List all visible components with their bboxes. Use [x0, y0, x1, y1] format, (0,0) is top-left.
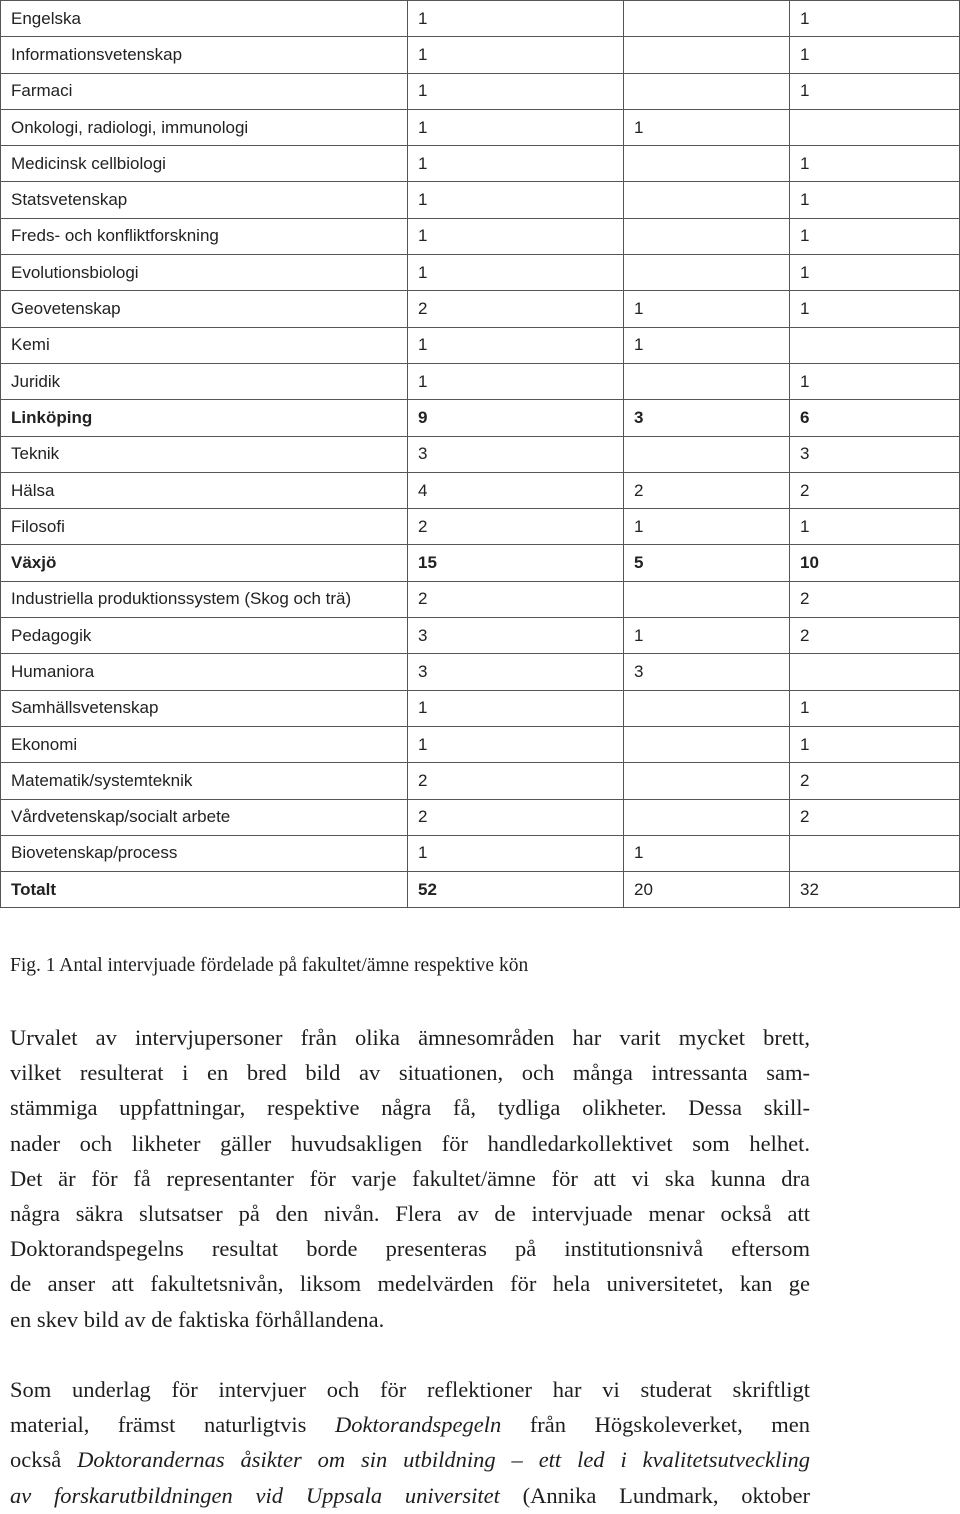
total-cell: 15: [408, 545, 624, 581]
column-2-cell: [624, 726, 790, 762]
row-label-cell: Matematik/systemteknik: [1, 763, 408, 799]
row-label-cell: Växjö: [1, 545, 408, 581]
column-3-cell: 6: [790, 400, 960, 436]
total-cell: 3: [408, 618, 624, 654]
total-cell: 1: [408, 363, 624, 399]
table-row: [1, 291, 960, 327]
table-row: [1, 363, 960, 399]
total-cell: 1: [408, 690, 624, 726]
total-cell: 1: [408, 182, 624, 218]
row-label-cell: Teknik: [1, 436, 408, 472]
total-cell: 1: [408, 218, 624, 254]
table-row: [1, 436, 960, 472]
table-row: [1, 182, 960, 218]
table-row: [1, 255, 960, 291]
column-3-cell: [790, 835, 960, 871]
column-3-cell: 1: [790, 73, 960, 109]
row-label-cell: Industriella produktionssystem (Skog och trä): [1, 581, 408, 617]
table-row: [1, 109, 960, 145]
column-2-cell: [624, 146, 790, 182]
column-2-cell: 1: [624, 109, 790, 145]
row-label-cell: Filosofi: [1, 509, 408, 545]
row-label-cell: Pedagogik: [1, 618, 408, 654]
total-cell: 1: [408, 146, 624, 182]
row-label-cell: Farmaci: [1, 73, 408, 109]
column-3-cell: 1: [790, 37, 960, 73]
column-3-cell: 10: [790, 545, 960, 581]
table-row: [1, 581, 960, 617]
row-label-cell: Onkologi, radiologi, immunologi: [1, 109, 408, 145]
column-2-cell: [624, 182, 790, 218]
column-3-cell: 1: [790, 1, 960, 37]
row-label-cell: Freds- och konfliktforskning: [1, 218, 408, 254]
total-cell: 52: [408, 872, 624, 908]
total-cell: 1: [408, 37, 624, 73]
table-row: [1, 690, 960, 726]
column-3-cell: 32: [790, 872, 960, 908]
row-label-cell: Geovetenskap: [1, 291, 408, 327]
column-3-cell: 1: [790, 363, 960, 399]
total-cell: 1: [408, 835, 624, 871]
paragraph-line: Det är för få representanter för varje fakultet/ämne för att vi ska kunna dra: [10, 1165, 810, 1191]
total-cell: 2: [408, 291, 624, 327]
row-label-cell: Totalt: [1, 872, 408, 908]
paragraph-line: [10, 1478, 810, 1513]
total-cell: 2: [408, 763, 624, 799]
figure-caption: Fig. 1 Antal intervjuade fördelade på fakultet/ämne respektive kön: [10, 955, 529, 976]
table-row: [1, 146, 960, 182]
table-row: [1, 618, 960, 654]
column-3-cell: 2: [790, 618, 960, 654]
paragraph-line: [10, 1407, 810, 1442]
row-label-cell: Kemi: [1, 327, 408, 363]
column-2-cell: 1: [624, 509, 790, 545]
column-3-cell: [790, 327, 960, 363]
row-label-cell: Statsvetenskap: [1, 182, 408, 218]
row-label-cell: Engelska: [1, 1, 408, 37]
line-text: material, främst naturligtvis: [10, 1412, 336, 1438]
table-row: [1, 763, 960, 799]
paragraph-line: några säkra slutsatser på den nivån. Flera av de intervjuade menar också att: [10, 1201, 810, 1227]
line-text: från Högskoleverket, men: [501, 1412, 810, 1438]
column-2-cell: [624, 690, 790, 726]
body-paragraph-2: [10, 1372, 810, 1513]
line-text: också: [10, 1447, 78, 1473]
row-label-cell: Samhällsvetenskap: [1, 690, 408, 726]
column-2-cell: [624, 1, 790, 37]
row-label-cell: Linköping: [1, 400, 408, 436]
column-2-cell: [624, 255, 790, 291]
total-cell: 2: [408, 799, 624, 835]
table-row: [1, 218, 960, 254]
table-row: [1, 472, 960, 508]
column-3-cell: 2: [790, 472, 960, 508]
total-cell: 2: [408, 509, 624, 545]
total-cell: 1: [408, 726, 624, 762]
table-row: [1, 509, 960, 545]
total-cell: 1: [408, 109, 624, 145]
table-row: [1, 400, 960, 436]
row-label-cell: Humaniora: [1, 654, 408, 690]
column-3-cell: 1: [790, 255, 960, 291]
column-2-cell: 3: [624, 400, 790, 436]
column-2-cell: [624, 799, 790, 835]
column-2-cell: [624, 436, 790, 472]
column-3-cell: [790, 654, 960, 690]
column-2-cell: 1: [624, 835, 790, 871]
table-row: [1, 1, 960, 37]
paragraph-line: en skev bild av de faktiska förhållandena.: [10, 1306, 385, 1332]
table-row: [1, 37, 960, 73]
column-2-cell: [624, 581, 790, 617]
column-3-cell: [790, 109, 960, 145]
table-row: [1, 654, 960, 690]
column-3-cell: 1: [790, 690, 960, 726]
total-cell: 1: [408, 73, 624, 109]
total-cell: 3: [408, 436, 624, 472]
paragraph-line: de anser att fakultetsnivån, liksom medelvärden för hela universitetet, kan ge: [10, 1271, 810, 1297]
column-3-cell: 1: [790, 509, 960, 545]
column-3-cell: 1: [790, 182, 960, 218]
paragraph-line: [10, 1442, 810, 1477]
total-cell: 9: [408, 400, 624, 436]
column-2-cell: 1: [624, 618, 790, 654]
paragraph-line: Som underlag för intervjuer och för reflektioner har vi studerat skriftligt: [10, 1377, 810, 1402]
total-cell: 1: [408, 327, 624, 363]
column-2-cell: 3: [624, 654, 790, 690]
paragraph-line: Doktorandspegelns resultat borde presenteras på institutionsnivå eftersom: [10, 1236, 810, 1262]
column-3-cell: 2: [790, 581, 960, 617]
column-3-cell: 2: [790, 763, 960, 799]
column-3-cell: 1: [790, 726, 960, 762]
line-text: (Annika Lundmark, oktober: [499, 1482, 810, 1508]
total-cell: 1: [408, 1, 624, 37]
column-2-cell: 20: [624, 872, 790, 908]
column-2-cell: [624, 763, 790, 799]
total-cell: 2: [408, 581, 624, 617]
table-row: [1, 327, 960, 363]
row-label-cell: Hälsa: [1, 472, 408, 508]
column-2-cell: [624, 363, 790, 399]
row-label-cell: Medicinsk cellbiologi: [1, 146, 408, 182]
column-2-cell: [624, 218, 790, 254]
row-label-cell: Evolutionsbiologi: [1, 255, 408, 291]
report-title-doktorandernas-asikter: Doktorandernas åsikter om sin utbildning – ett led i kvalitetsutveckling: [77, 1447, 811, 1473]
column-3-cell: 1: [790, 218, 960, 254]
table-row: [1, 73, 960, 109]
column-3-cell: 1: [790, 291, 960, 327]
column-2-cell: 5: [624, 545, 790, 581]
column-3-cell: 1: [790, 146, 960, 182]
row-label-cell: Biovetenskap/process: [1, 835, 408, 871]
table-row: [1, 835, 960, 871]
report-title-doktorandspegeln: Doktorandspegeln: [335, 1412, 502, 1438]
column-2-cell: 2: [624, 472, 790, 508]
column-2-cell: [624, 37, 790, 73]
column-2-cell: 1: [624, 327, 790, 363]
paragraph-line: nader och likheter gäller huvudsakligen för handledarkollektivet som helhet.: [10, 1130, 810, 1156]
paragraph-line: vilket resulterat i en bred bild av situationen, och många intressanta sam-: [10, 1060, 810, 1086]
paragraph-line: stämmiga uppfattningar, respektive några få, tydliga olikheter. Dessa skill-: [10, 1095, 810, 1121]
column-2-cell: 1: [624, 291, 790, 327]
column-3-cell: 2: [790, 799, 960, 835]
row-label-cell: Juridik: [1, 363, 408, 399]
report-title-continued: av forskarutbildningen vid Uppsala universitet: [10, 1482, 500, 1508]
column-3-cell: 3: [790, 436, 960, 472]
total-row: [1, 872, 960, 908]
table-row: [1, 545, 960, 581]
row-label-cell: Vårdvetenskap/socialt arbete: [1, 799, 408, 835]
body-paragraph-1: [10, 1020, 810, 1337]
table-body: [1, 1, 960, 908]
column-2-cell: [624, 73, 790, 109]
paragraph-line: Urvalet av intervjupersoner från olika ämnesområden har varit mycket brett,: [10, 1025, 810, 1050]
total-cell: 4: [408, 472, 624, 508]
row-label-cell: Ekonomi: [1, 726, 408, 762]
total-cell: 1: [408, 255, 624, 291]
row-label-cell: Informationsvetenskap: [1, 37, 408, 73]
table-row: [1, 726, 960, 762]
table-row: [1, 799, 960, 835]
total-cell: 3: [408, 654, 624, 690]
